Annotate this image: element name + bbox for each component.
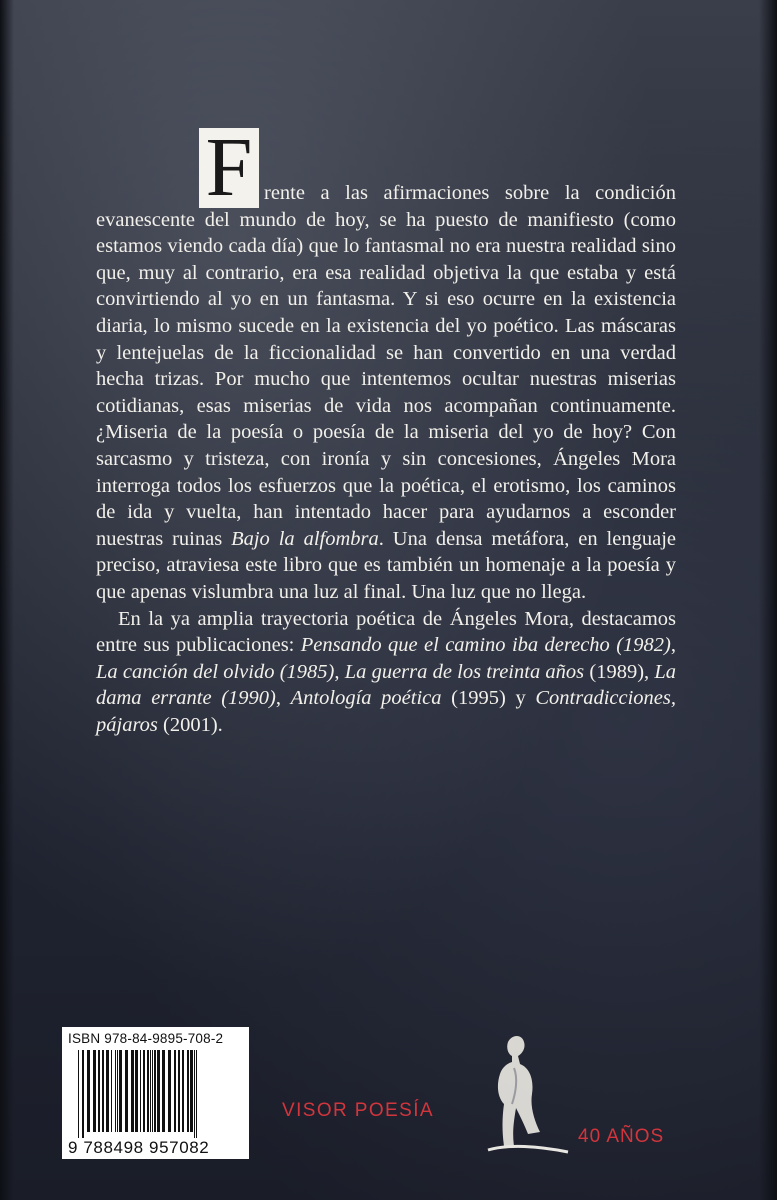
blurb-segment: La canción del olvido (1985) bbox=[96, 660, 335, 683]
barcode-bar bbox=[187, 1050, 189, 1132]
barcode-bar bbox=[162, 1050, 165, 1132]
blurb-segment: Pensando que el camino iba derecho (1982) bbox=[300, 634, 671, 657]
barcode-bar bbox=[168, 1050, 171, 1132]
barcode-bar bbox=[125, 1050, 128, 1132]
barcode bbox=[62, 1027, 249, 1159]
blurb-segment: (1995) y bbox=[441, 687, 536, 710]
publisher-anniversary: 40 AÑOS bbox=[578, 1126, 665, 1147]
cover-edge-right bbox=[759, 0, 777, 1200]
blurb-paragraph-2 bbox=[96, 606, 676, 739]
blurb-segment: Antología poética bbox=[290, 687, 442, 710]
blurb-segment: Contradicciones, pájaros bbox=[96, 687, 677, 736]
barcode-number: 9 788498 957082 bbox=[68, 1138, 210, 1157]
barcode-bar bbox=[98, 1050, 100, 1132]
barcode-bar bbox=[190, 1050, 193, 1132]
isbn-label: ISBN 978-84-9895-708-2 bbox=[68, 1031, 224, 1046]
barcode-bar bbox=[178, 1050, 180, 1132]
blurb-segment: , bbox=[334, 660, 345, 683]
barcode-bar bbox=[152, 1050, 153, 1132]
barcode-bar bbox=[135, 1050, 138, 1132]
barcode-bar bbox=[87, 1050, 90, 1132]
blurb-segment: Bajo la alfombra bbox=[231, 527, 379, 550]
barcode-bar bbox=[111, 1050, 112, 1132]
dropcap-letter: F bbox=[199, 128, 259, 208]
blurb-segment: La guerra de los treinta años bbox=[344, 660, 585, 683]
barcode-bar bbox=[154, 1050, 156, 1132]
barcode-bar bbox=[117, 1050, 118, 1132]
barcode-bar bbox=[143, 1050, 145, 1132]
publisher-logo-figure-icon bbox=[468, 1028, 578, 1158]
barcode-bar bbox=[106, 1050, 109, 1132]
barcode-bar bbox=[196, 1050, 197, 1138]
blurb-paragraph-1 bbox=[96, 180, 676, 606]
barcode-bar bbox=[115, 1050, 116, 1132]
blurb-text bbox=[96, 180, 676, 738]
barcode-bar bbox=[150, 1050, 151, 1132]
barcode-bar bbox=[78, 1050, 79, 1138]
barcode-bar bbox=[174, 1050, 176, 1132]
barcode-bar bbox=[102, 1050, 104, 1132]
blurb-segment: rente a las afirmaciones sobre la condición evanescente del mundo de hoy, se ha puesto de manifiesto (como estamos viendo cada día) que lo fantasmal no era nuestra realidad sino que, muy al contrario, era esa realidad objetiva la que estaba y está convirtiendo al yo en un fantasma. Y si eso ocurre en la existencia diaria, lo mismo sucede en la existencia del yo poético. Las máscaras y lentejuelas de la ficcionalidad se han convertido en una verdad hecha trizas. Por mucho que intentemos ocultar nuestras miserias cotidianas, esas miserias de vida nos acompañan continuamente. ¿Miseria de la poesía o poesía de la miseria del yo de hoy? Con sarcasmo y tristeza, con ironía y sin concesiones, Ángeles Mora interroga todos los esfuerzos que la poética, el erotismo, los caminos de ida y vuelta, han intentado hacer para ayudarnos a esconder nuestras ruinas bbox=[96, 182, 676, 550]
blurb-segment: (1989), bbox=[584, 660, 655, 683]
barcode-bar bbox=[93, 1050, 96, 1132]
blurb-segment: En la ya amplia trayectoria poética de Ángeles Mora, destacamos entre sus publicaciones: bbox=[96, 607, 676, 657]
blurb-segment: , bbox=[670, 634, 676, 657]
blurb-segment: (2001). bbox=[157, 713, 223, 736]
blurb-segment: La dama errante (1990) bbox=[96, 660, 677, 710]
cover-edge-left bbox=[0, 0, 14, 1200]
barcode-bars bbox=[78, 1050, 242, 1138]
barcode-bar bbox=[119, 1050, 122, 1132]
barcode-bar bbox=[157, 1050, 160, 1132]
barcode-bar bbox=[140, 1050, 141, 1132]
barcode-bar bbox=[194, 1050, 195, 1138]
blurb-segment: . Una densa metáfora, en lenguaje preciso, atraviesa este libro que es también un homenaje a la poesía y que apenas vislumbra una luz al final. Una luz que no llega. bbox=[96, 527, 676, 603]
publisher-name: VISOR POESÍA bbox=[282, 1100, 434, 1121]
barcode-bar bbox=[82, 1050, 84, 1138]
barcode-bar bbox=[147, 1050, 149, 1132]
blurb-segment: , bbox=[275, 687, 291, 710]
barcode-bar bbox=[131, 1050, 134, 1132]
barcode-bar bbox=[182, 1050, 184, 1132]
